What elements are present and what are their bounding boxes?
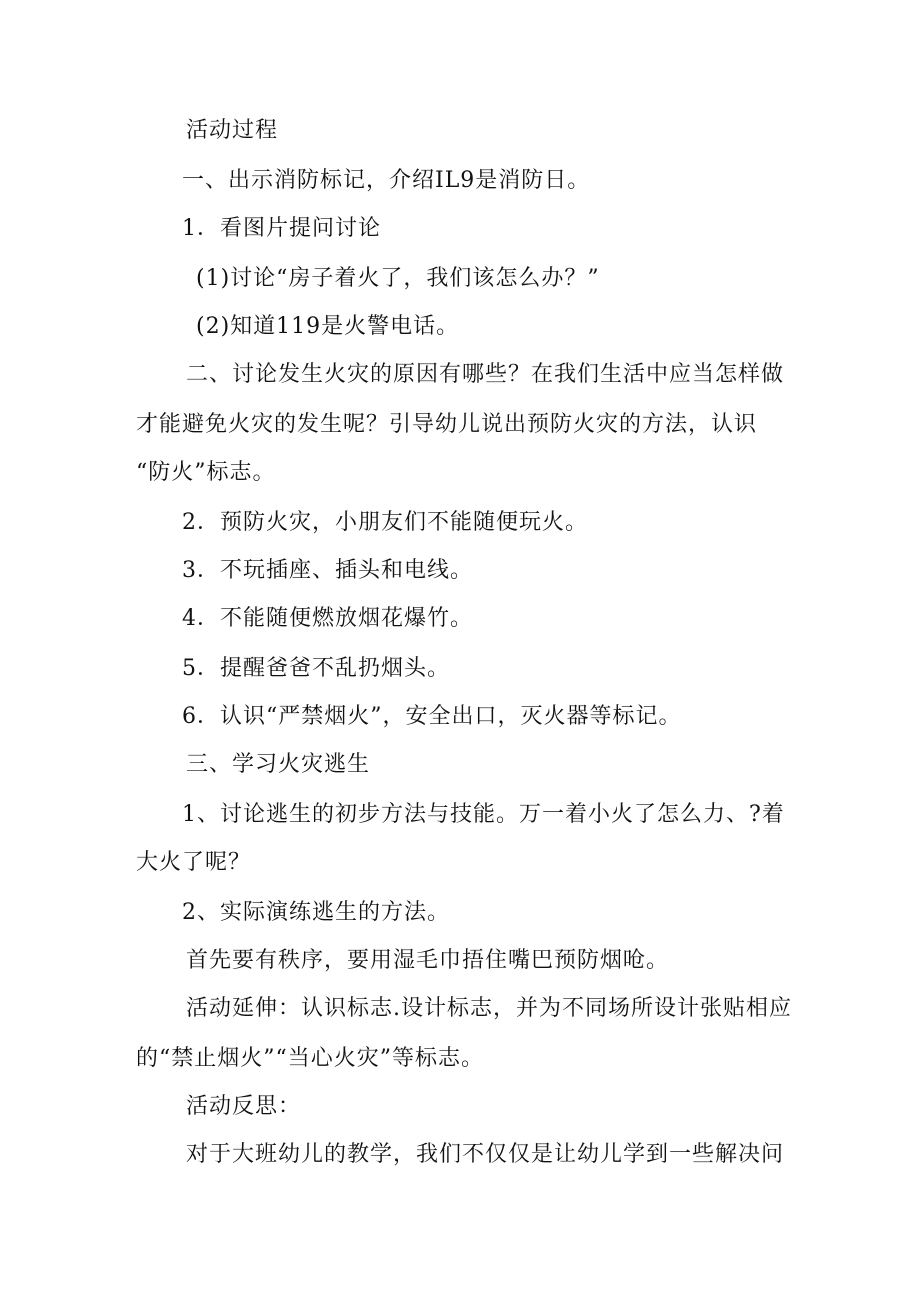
paragraph-line: 一、出示消防标记，介绍IL9是消防日。 <box>182 168 591 193</box>
paragraph-line: 活动延伸：认识标志.设计标志，并为不同场所设计张贴相应 <box>186 996 792 1021</box>
paragraph-line: 才能避免火灾的发生呢？引导幼儿说出预防火灾的方法，认识 <box>136 412 758 437</box>
list-item-3: 3．不玩插座、插头和电线。 <box>182 558 473 583</box>
paragraph-line: 二、讨论发生火灾的原因有哪些？在我们生活中应当怎样做 <box>186 362 785 387</box>
paragraph-line: 对于大班幼儿的教学，我们不仅仅是让幼儿学到一些解决问 <box>186 1142 785 1167</box>
sub-item-1: (1)讨论“房子着火了，我们该怎么办？” <box>196 266 600 291</box>
list-item-4: 4．不能随便燃放烟花爆竹。 <box>182 606 473 631</box>
paragraph-line: “防火”标志。 <box>136 460 276 485</box>
paragraph-line: 的“禁止烟火”“当心火灾”等标志。 <box>136 1046 484 1071</box>
sub-item-2: (2)知道119是火警电话。 <box>196 314 460 339</box>
list-item-1: 1．看图片提问讨论 <box>182 216 381 241</box>
paragraph-line: 大火了呢？ <box>136 850 252 875</box>
list-item-6: 6．认识“严禁烟火”，安全出口，灭火器等标记。 <box>182 704 682 729</box>
paragraph-line: 首先要有秩序，要用湿毛巾捂住嘴巴预防烟呛。 <box>186 948 670 973</box>
section-heading-activity-process: 活动过程 <box>186 118 279 143</box>
paragraph-line: 1、讨论逃生的初步方法与技能。万一着小火了怎么力、?着 <box>182 802 785 827</box>
section-heading-reflection: 活动反思： <box>186 1094 302 1119</box>
list-item-5: 5．提醒爸爸不乱扔烟头。 <box>182 656 450 681</box>
list-item-2: 2．预防火灾，小朋友们不能随便玩火。 <box>182 510 588 535</box>
section-heading-fire-escape: 三、学习火灾逃生 <box>186 752 371 777</box>
paragraph-line: 2、实际演练逃生的方法。 <box>182 900 450 925</box>
